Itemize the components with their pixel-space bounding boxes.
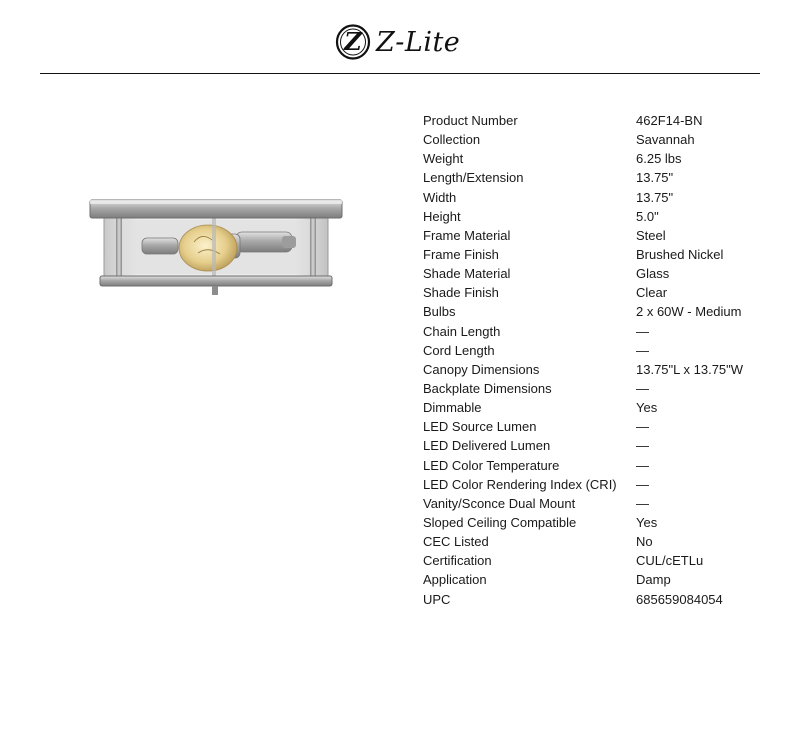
spec-row: [423, 226, 783, 245]
spec-label: Vanity/Sconce Dual Mount: [423, 495, 576, 511]
product-image: [86, 190, 346, 305]
brand-name: Z-Lite: [376, 26, 461, 58]
spec-value: Brushed Nickel: [636, 247, 724, 263]
spec-label: Cord Length: [423, 342, 495, 358]
spec-label: Product Number: [423, 113, 518, 129]
spec-row: [423, 360, 783, 379]
spec-value: Yes: [636, 515, 658, 531]
spec-value: 5.0": [636, 208, 659, 224]
spec-row: [423, 264, 783, 283]
spec-row: [423, 494, 783, 513]
spec-label: Frame Material: [423, 227, 511, 243]
spec-value: Glass: [636, 266, 670, 282]
spec-label: Length/Extension: [423, 170, 524, 186]
spec-row: [423, 398, 783, 417]
spec-label: UPC: [423, 591, 451, 607]
spec-label: Chain Length: [423, 323, 501, 339]
spec-label: Shade Finish: [423, 285, 499, 301]
spec-row: [423, 283, 783, 302]
spec-label: Certification: [423, 553, 492, 569]
spec-label: Weight: [423, 151, 464, 167]
spec-row: [423, 245, 783, 264]
spec-label: Frame Finish: [423, 247, 499, 263]
spec-label: CEC Listed: [423, 534, 489, 550]
spec-value: 685659084054: [636, 591, 723, 607]
spec-label: LED Delivered Lumen: [423, 438, 551, 454]
spec-label: Height: [423, 208, 461, 224]
spec-row: [423, 513, 783, 532]
spec-value: —: [636, 438, 649, 454]
spec-label: Canopy Dimensions: [423, 361, 540, 377]
spec-value: —: [636, 495, 649, 511]
spec-label: Application: [423, 572, 487, 588]
spec-value: 2 x 60W - Medium: [636, 304, 742, 320]
spec-value: Clear: [636, 285, 668, 301]
spec-value: —: [636, 457, 649, 473]
spec-value: —: [636, 342, 649, 358]
spec-row: [423, 570, 783, 589]
spec-value: 462F14-BN: [636, 113, 703, 129]
spec-row: [423, 130, 783, 149]
spec-row: [423, 551, 783, 570]
spec-label: Sloped Ceiling Compatible: [423, 515, 577, 531]
spec-row: [423, 207, 783, 226]
logo-mark-letter: Z: [344, 27, 362, 56]
spec-value: 13.75": [636, 170, 674, 186]
spec-value: —: [636, 419, 649, 435]
spec-row: [423, 111, 783, 130]
spec-value: 13.75": [636, 189, 674, 205]
spec-row: [423, 532, 783, 551]
spec-value: 13.75"L x 13.75"W: [636, 361, 744, 377]
spec-label: Dimmable: [423, 400, 482, 416]
spec-label: LED Source Lumen: [423, 419, 537, 435]
spec-label: Backplate Dimensions: [423, 381, 552, 397]
spec-label: Bulbs: [423, 304, 456, 320]
spec-row: [423, 302, 783, 321]
spec-value: Steel: [636, 227, 666, 243]
spec-row: [423, 149, 783, 168]
spec-row: [423, 456, 783, 475]
spec-row: [423, 417, 783, 436]
spec-table: [423, 111, 783, 609]
spec-value: Yes: [636, 400, 658, 416]
brand-logo: [333, 20, 460, 64]
spec-value: 6.25 lbs: [636, 151, 682, 167]
spec-row: [423, 379, 783, 398]
spec-value: —: [636, 323, 649, 339]
spec-value: —: [636, 381, 649, 397]
spec-row: [423, 436, 783, 455]
spec-value: Savannah: [636, 132, 695, 148]
z-logo-icon: [333, 22, 375, 62]
spec-label: Width: [423, 189, 457, 205]
spec-value: No: [636, 534, 653, 550]
spec-row: [423, 322, 783, 341]
spec-label: Shade Material: [423, 266, 511, 282]
spec-label: Collection: [423, 132, 481, 148]
spec-row: [423, 341, 783, 360]
spec-value: CUL/cETLu: [636, 553, 704, 569]
spec-row: [423, 168, 783, 187]
header-divider: [40, 73, 760, 74]
spec-value: Damp: [636, 572, 671, 588]
spec-value: —: [636, 476, 649, 492]
spec-row: [423, 188, 783, 207]
spec-row: [423, 475, 783, 494]
spec-row: [423, 590, 783, 609]
spec-label: LED Color Temperature: [423, 457, 560, 473]
spec-label: LED Color Rendering Index (CRI): [423, 476, 617, 492]
